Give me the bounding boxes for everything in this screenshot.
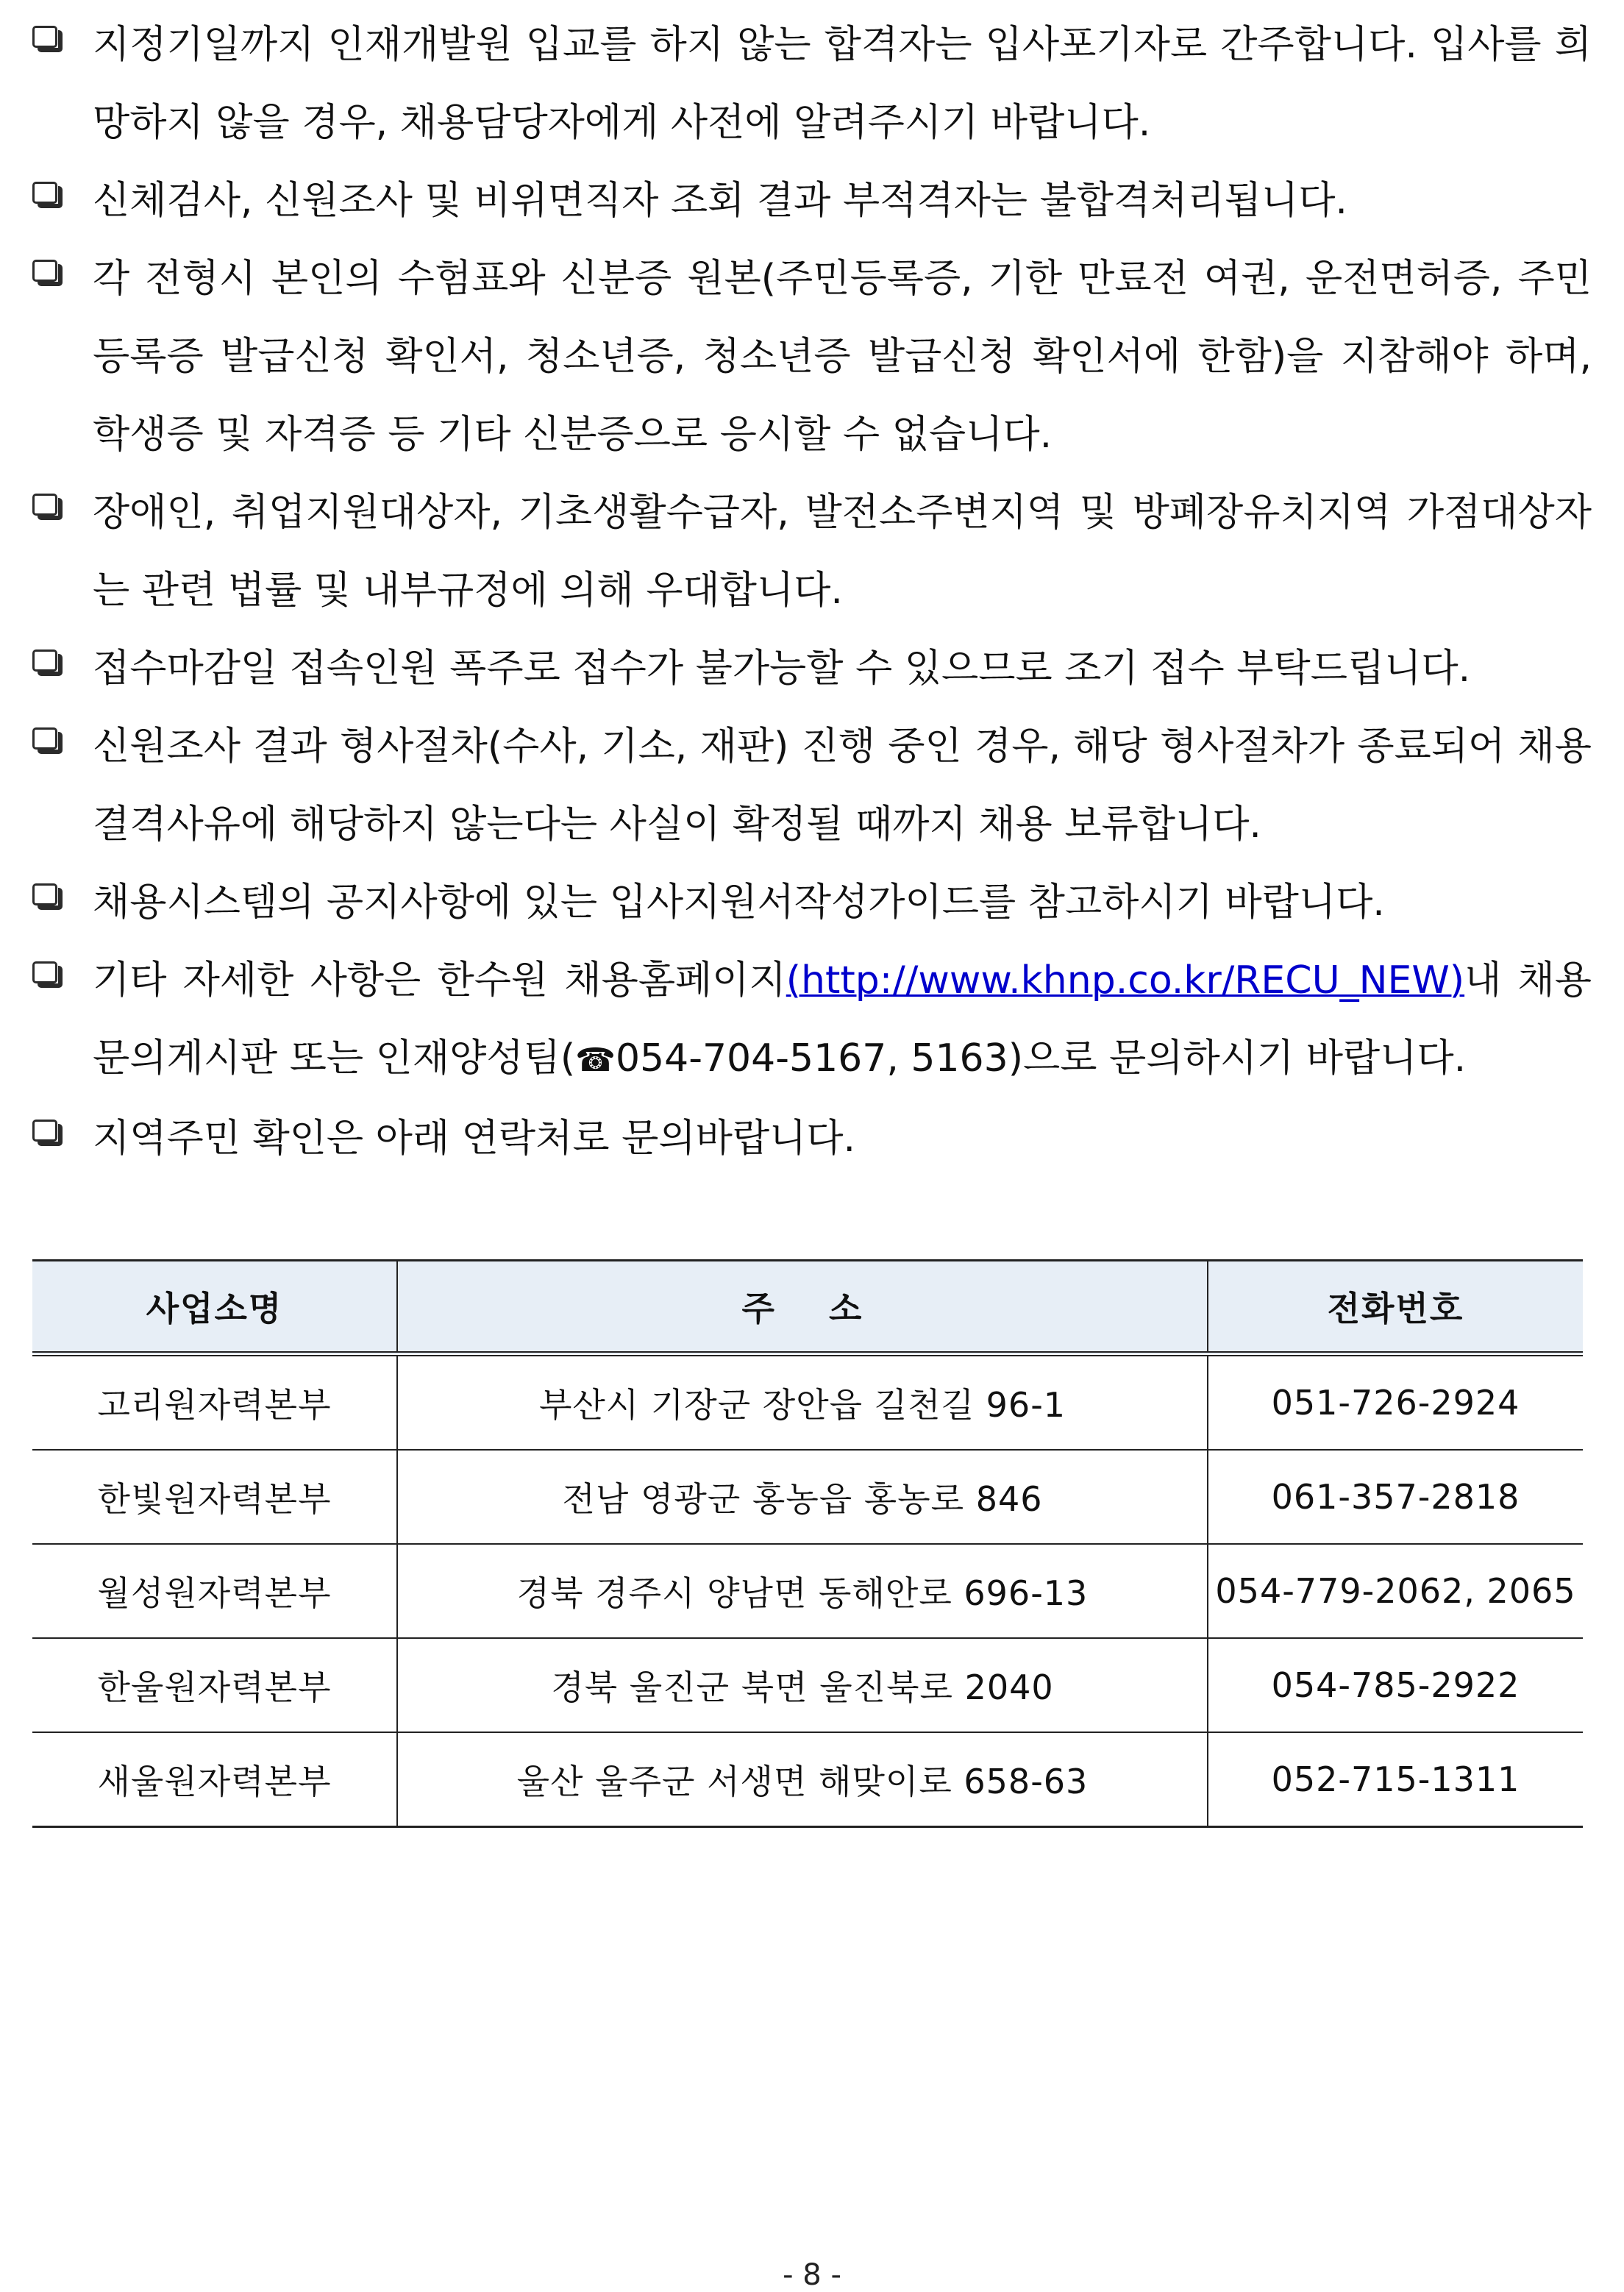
office-phone: 054-785-2922 [1208, 1638, 1583, 1732]
checkbox-icon [32, 26, 63, 52]
office-name: 새울원자력본부 [32, 1732, 397, 1827]
table-row [32, 1450, 1583, 1544]
table-row [32, 1544, 1583, 1638]
office-address: 경북 경주시 양남면 동해안로 696-13 [397, 1544, 1208, 1638]
office-address: 전남 영광군 홍농읍 홍농로 846 [397, 1450, 1208, 1544]
contact-text-before: 기타 자세한 사항은 한수원 채용홈페이지 [93, 958, 786, 1003]
notice-item-contact [32, 942, 1592, 1100]
notice-text [93, 942, 1592, 1100]
notice-item [32, 864, 1592, 942]
office-phone: 052-715-1311 [1208, 1732, 1583, 1827]
notice-text: 지역주민 확인은 아래 연락처로 문의바랍니다. [93, 1117, 856, 1161]
table-row [32, 1732, 1583, 1827]
notice-text: 채용시스템의 공지사항에 있는 입사지원서작성가이드를 참고하시기 바랍니다. [93, 880, 1385, 925]
checkbox-icon [32, 1120, 63, 1146]
checkbox-icon [32, 494, 63, 520]
checkbox-icon [32, 649, 63, 676]
checkbox-icon [32, 727, 63, 754]
phone-icon: ☎ [575, 1042, 616, 1079]
table-header-row [32, 1261, 1583, 1354]
notice-item [32, 162, 1592, 240]
notice-item [32, 1100, 1592, 1178]
notice-list [32, 6, 1592, 1178]
page-number: - 8 - [783, 2258, 841, 2292]
office-name: 고리원자력본부 [32, 1354, 397, 1451]
notice-text: 접수마감일 접속인원 폭주로 접수가 불가능할 수 있으므로 조기 접수 부탁드립니다. [93, 647, 1471, 691]
office-address: 경북 울진군 북면 울진북로 2040 [397, 1638, 1208, 1732]
office-contact-table [32, 1259, 1583, 1828]
notice-item [32, 6, 1592, 162]
office-phone: 051-726-2924 [1208, 1354, 1583, 1451]
column-header-phone: 전화번호 [1208, 1261, 1583, 1354]
phone-number: 054-704-5167, 5163 [615, 1036, 1008, 1081]
checkbox-icon [32, 182, 63, 208]
notice-text: 신체검사, 신원조사 및 비위면직자 조회 결과 부적격자는 불합격처리됩니다. [93, 179, 1347, 223]
office-name: 한울원자력본부 [32, 1638, 397, 1732]
table-row [32, 1638, 1583, 1732]
contact-text-middle: 내 채용 문의게시판 또는 인재양성팀( [93, 958, 1592, 1081]
notice-item [32, 630, 1592, 708]
column-header-office: 사업소명 [32, 1261, 397, 1354]
office-address: 울산 울주군 서생면 해맞이로 658-63 [397, 1732, 1208, 1827]
notice-item [32, 474, 1592, 630]
notice-text: 지정기일까지 인재개발원 입교를 하지 않는 합격자는 입사포기자로 간주합니다. 입사를 희망하지 않을 경우, 채용담당자에게 사전에 알려주시기 바랍니다. [93, 23, 1592, 145]
checkbox-icon [32, 260, 63, 286]
column-header-address: 주 소 [397, 1261, 1208, 1354]
office-name: 한빛원자력본부 [32, 1450, 397, 1544]
checkbox-icon [32, 883, 63, 910]
notice-item [32, 240, 1592, 474]
notice-text: 신원조사 결과 형사절차(수사, 기소, 재판) 진행 중인 경우, 해당 형사절차가 종료되어 채용결격사유에 해당하지 않는다는 사실이 확정될 때까지 채용 보류합니다. [93, 725, 1592, 847]
checkbox-icon [32, 961, 63, 988]
office-name: 월성원자력본부 [32, 1544, 397, 1638]
notice-item [32, 708, 1592, 864]
table-row [32, 1354, 1583, 1451]
recruit-homepage-link[interactable]: (http://www.khnp.co.kr/RECU_NEW) [786, 958, 1465, 1003]
notice-text: 각 전형시 본인의 수험표와 신분증 원본(주민등록증, 기한 만료전 여권, 운전면허증, 주민등록증 발급신청 확인서, 청소년증, 청소년증 발급신청 확인서에 한함)을 지참해야 하며, 학생증 및 자격증 등 기타 신분증으로 응시할 수 없습니다. [93, 257, 1592, 457]
contact-text-after: )으로 문의하시기 바랍니다. [1008, 1036, 1467, 1081]
office-phone: 061-357-2818 [1208, 1450, 1583, 1544]
office-address: 부산시 기장군 장안읍 길천길 96-1 [397, 1354, 1208, 1451]
office-phone: 054-779-2062, 2065 [1208, 1544, 1583, 1638]
notice-text: 장애인, 취업지원대상자, 기초생활수급자, 발전소주변지역 및 방폐장유치지역 가점대상자는 관련 법률 및 내부규정에 의해 우대합니다. [93, 491, 1592, 613]
